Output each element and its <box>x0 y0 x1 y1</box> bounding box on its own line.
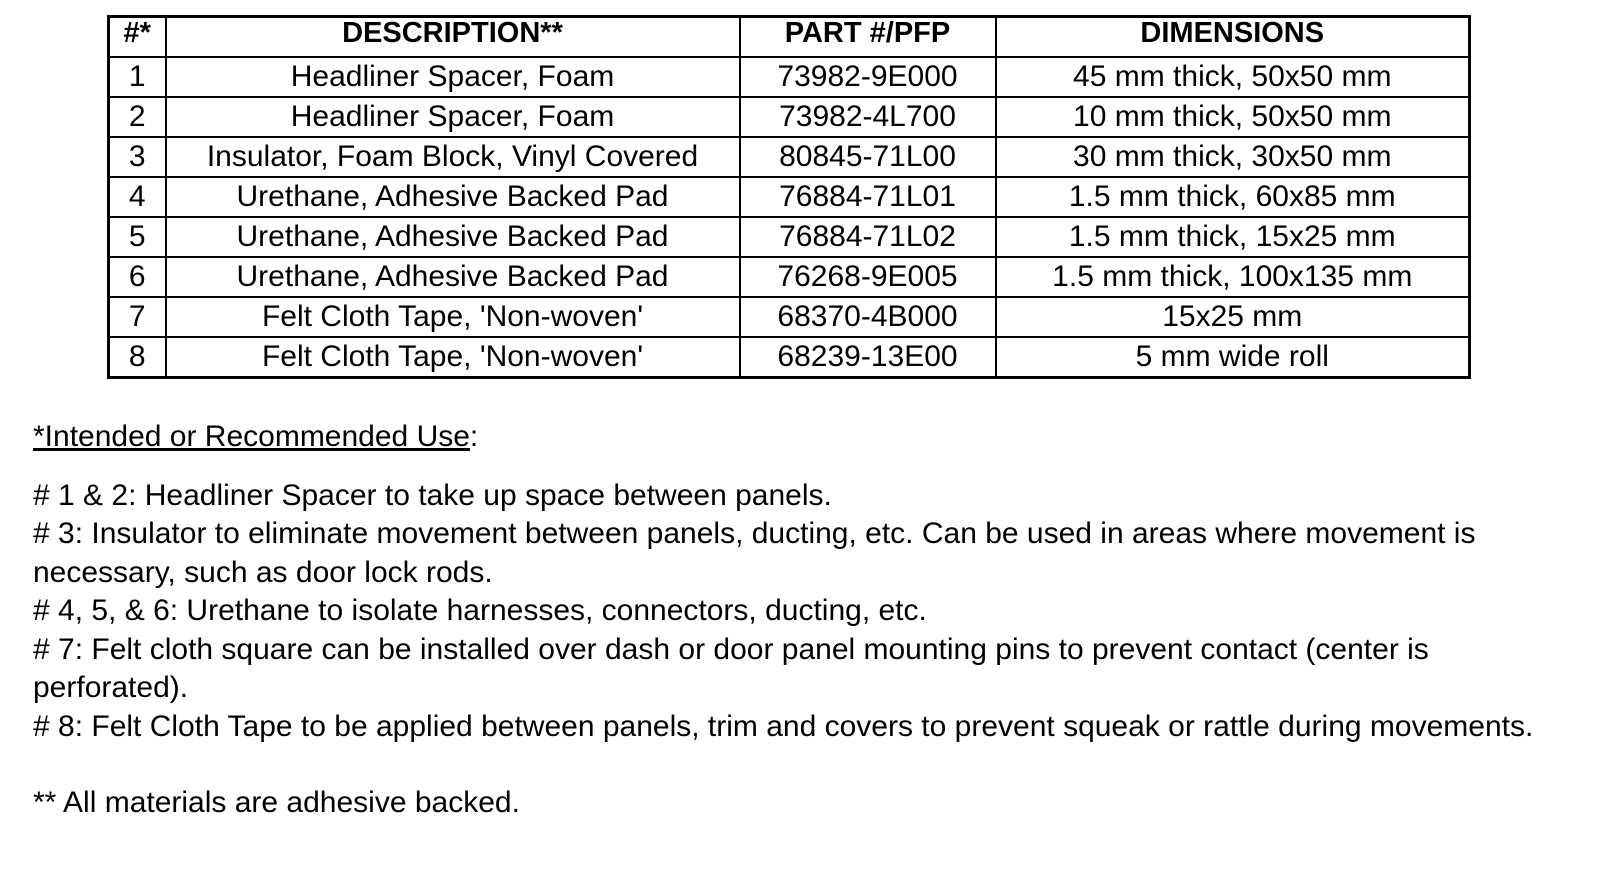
usage-note: # 8: Felt Cloth Tape to be applied between panels, trim and covers to prevent squeak or rattle during movements. <box>33 709 1534 743</box>
cell-description: Urethane, Adhesive Backed Pad <box>166 217 740 257</box>
cell-dimensions: 45 mm thick, 50x50 mm <box>996 57 1470 97</box>
header-number: #* <box>109 17 166 58</box>
table-row <box>109 57 1470 97</box>
cell-description: Felt Cloth Tape, 'Non-woven' <box>166 297 740 337</box>
cell-part-number: 76884-71L02 <box>740 217 996 257</box>
cell-dimensions: 1.5 mm thick, 15x25 mm <box>996 217 1470 257</box>
table-row <box>109 217 1470 257</box>
cell-dimensions: 1.5 mm thick, 100x135 mm <box>996 257 1470 297</box>
cell-dimensions: 5 mm wide roll <box>996 337 1470 378</box>
table-row <box>109 177 1470 217</box>
table-row <box>109 97 1470 137</box>
cell-part-number: 80845-71L00 <box>740 137 996 177</box>
cell-description: Insulator, Foam Block, Vinyl Covered <box>166 137 740 177</box>
adhesive-footnote: ** All materials are adhesive backed. <box>33 786 520 819</box>
parts-table <box>107 15 1471 379</box>
usage-note: # 3: Insulator to eliminate movement between panels, ducting, etc. Can be used in areas where movement is necessary, such as door lock rods. <box>33 517 1476 589</box>
header-description: DESCRIPTION** <box>166 17 740 58</box>
cell-dimensions: 15x25 mm <box>996 297 1470 337</box>
table-row <box>109 137 1470 177</box>
usage-note: # 1 & 2: Headliner Spacer to take up space between panels. <box>33 478 832 512</box>
cell-description: Urethane, Adhesive Backed Pad <box>166 257 740 297</box>
table-header-row <box>109 17 1470 58</box>
usage-note: # 4, 5, & 6: Urethane to isolate harnesses, connectors, ducting, etc. <box>33 594 927 627</box>
cell-number: 8 <box>109 337 166 378</box>
cell-number: 3 <box>109 137 166 177</box>
usage-notes <box>33 418 1573 823</box>
cell-part-number: 68370-4B000 <box>740 297 996 337</box>
cell-dimensions: 30 mm thick, 30x50 mm <box>996 137 1470 177</box>
cell-description: Headliner Spacer, Foam <box>166 57 740 97</box>
table-row <box>109 297 1470 337</box>
cell-part-number: 73982-9E000 <box>740 57 996 97</box>
table-row <box>109 337 1470 378</box>
usage-notes-heading-text: *Intended or Recommended Use <box>33 420 470 453</box>
header-dimensions: DIMENSIONS <box>996 17 1470 58</box>
cell-part-number: 73982-4L700 <box>740 97 996 137</box>
usage-notes-heading <box>33 418 1573 457</box>
cell-dimensions: 1.5 mm thick, 60x85 mm <box>996 177 1470 217</box>
cell-number: 4 <box>109 177 166 217</box>
cell-number: 7 <box>109 297 166 337</box>
cell-number: 5 <box>109 217 166 257</box>
cell-description: Felt Cloth Tape, 'Non-woven' <box>166 337 740 378</box>
cell-number: 2 <box>109 97 166 137</box>
usage-notes-heading-colon: : <box>469 420 479 453</box>
cell-part-number: 76884-71L01 <box>740 177 996 217</box>
cell-number: 1 <box>109 57 166 97</box>
table-row <box>109 257 1470 297</box>
cell-part-number: 76268-9E005 <box>740 257 996 297</box>
cell-part-number: 68239-13E00 <box>740 337 996 378</box>
cell-number: 6 <box>109 257 166 297</box>
header-part-number: PART #/PFP <box>740 17 996 58</box>
cell-description: Headliner Spacer, Foam <box>166 97 740 137</box>
cell-description: Urethane, Adhesive Backed Pad <box>166 177 740 217</box>
cell-dimensions: 10 mm thick, 50x50 mm <box>996 97 1470 137</box>
usage-note: # 7: Felt cloth square can be installed over dash or door panel mounting pins to prevent contact (center is perforated). <box>33 632 1429 704</box>
